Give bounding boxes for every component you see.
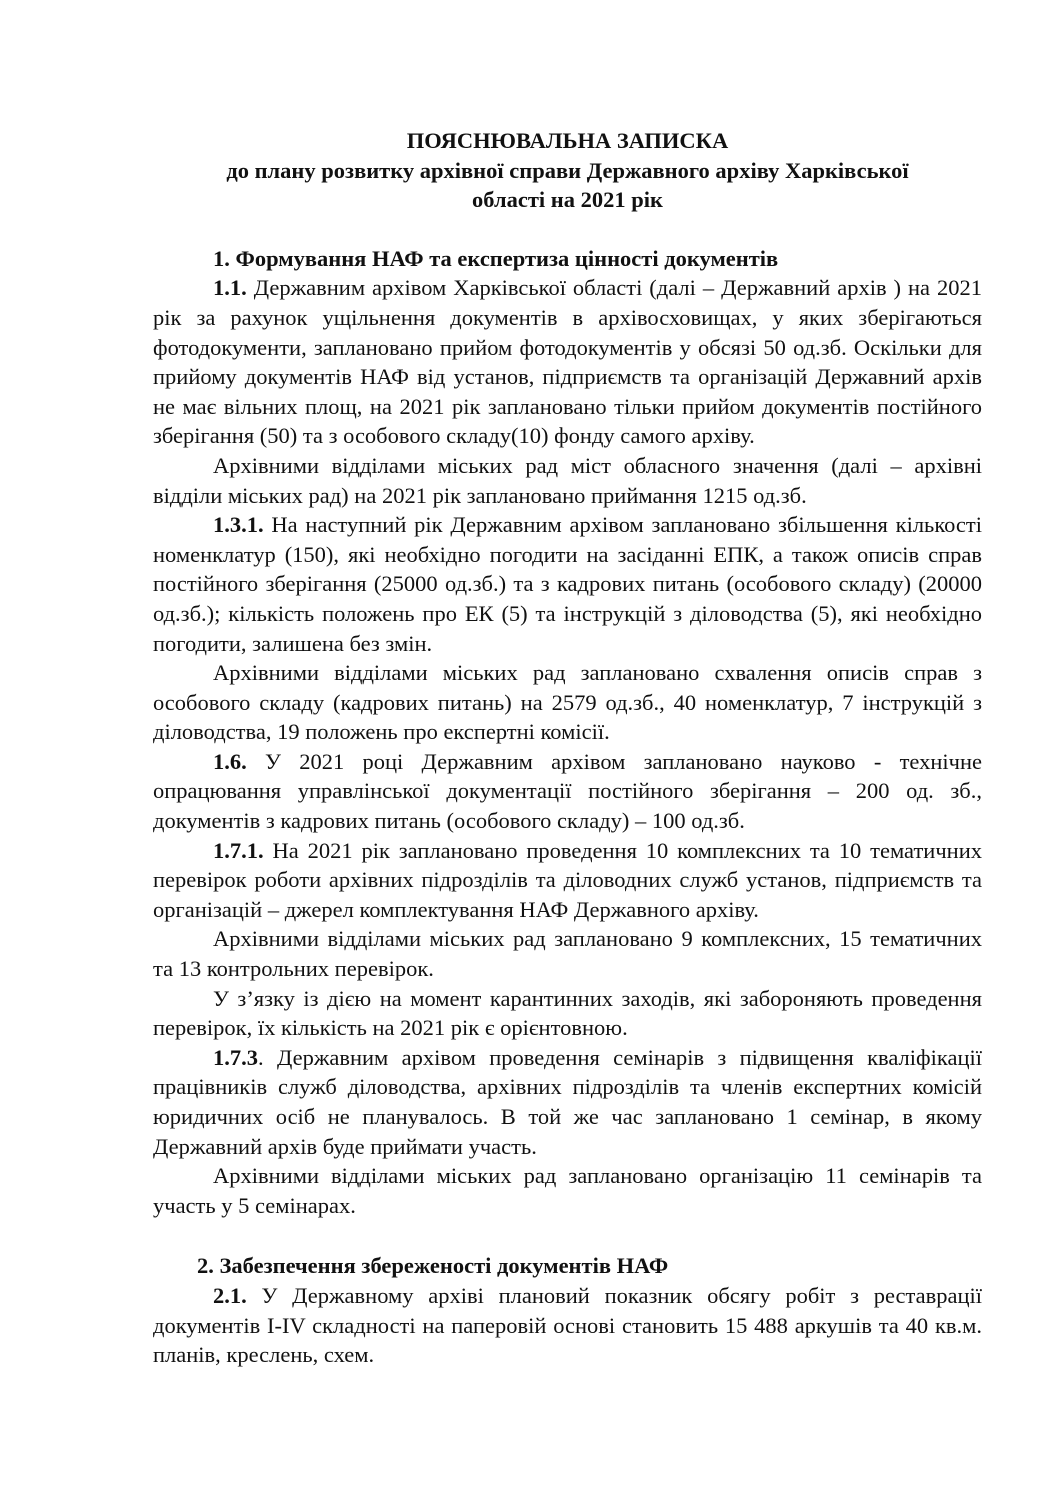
clause-number: 1.1. [213,275,247,301]
clause-number: 1.3.1. [213,512,264,538]
paragraph [153,924,982,983]
paragraph-text: На 2021 рік заплановано проведення 10 комплексних та 10 тематичних перевірок роботи архівних підрозділів та діловодних служб установ, підприємств та організацій – джерел комплектування НАФ Державного архіву. [153,837,982,922]
title-line-1: ПОЯСНЮВАЛЬНА ЗАПИСКА [406,128,729,153]
paragraph-text: У 2021 році Державним архівом заплановано науково - технічне опрацювання управлінської документації постійного зберігання – 200 од. зб., документів з кадрових питань (особового складу) – 100 од.зб. [153,748,982,834]
paragraph [153,1281,982,1370]
paragraph [153,1043,982,1161]
paragraph [153,658,982,747]
paragraph [153,747,982,836]
paragraph-text: Архівними відділами міських рад заплановано організацію 11 семінарів та участь у 5 семінарах. [153,1163,982,1218]
clause-number: 1.7.3 [213,1044,258,1070]
paragraph [153,984,982,1043]
paragraph-text: Архівними відділами міських рад заплановано 9 комплексних, 15 тематичних та 13 контрольних перевірок. [153,926,982,982]
paragraph [153,273,982,451]
clause-number: 1.6. [213,748,247,774]
paragraph-text: . Державним архівом проведення семінарів з підвищення кваліфікації працівників служб діловодства, архівних підрозділів та членів експертних комісій юридичних осіб не планувалось. В той же час заплановано 1 семінар, в якому Державний архів буде приймати участь. [153,1044,982,1159]
document-page [153,126,982,1370]
title-line-3: області на 2021 рік [472,187,663,213]
clause-number: 2.1. [213,1282,247,1308]
paragraph [153,1161,982,1220]
document-title [153,126,982,215]
section-2 [153,1251,982,1369]
paragraph [153,451,982,510]
paragraph-text: Державним архівом Харківської області (далі – Державний архів ) на 2021 рік за рахунок ущільнення документів в архівосховищах, у яких зберігаються фотодокументи, заплановано прийом фотодокументів у обсязі 50 од.зб. Оскільки для прийому документів НАФ від установ, підприємств та організацій Державний архів не має вільних площ, на 2021 рік заплановано тільки прийом документів постійного зберігання (50) та з особового складу(10) фонду самого архіву. [153,275,982,449]
section-heading: 2. Забезпечення збереженості документів НАФ [197,1253,669,1279]
paragraph-text: У з’язку із дією на момент карантинних заходів, які забороняють проведення перевірок, їх кількість на 2021 рік є орієнтовною. [153,985,982,1041]
paragraph-text: Архівними відділами міських рад міст обласного значення (далі – архівні відділи міських рад) на 2021 рік заплановано приймання 1215 од.зб. [153,452,982,508]
paragraph [153,836,982,925]
clause-number: 1.7.1. [213,837,264,863]
paragraph-text: На наступний рік Державним архівом заплановано збільшення кількості номенклатур (150), які необхідно погодити на засіданні ЕПК, а також описів справ постійного зберігання (25000 од.зб.) та з кадрових питань (особового складу) (20000 од.зб.); кількість положень про ЕК (5) та інструкцій з діловодства (5), які необхідно погодити, залишена без змін. [153,512,982,656]
title-line-2: до плану розвитку архівної справи Державного архіву Харківської [226,157,909,183]
section-1 [153,244,982,1221]
paragraph-text: Архівними відділами міських рад заплановано схвалення описів справ з особового складу (кадрових питань) на 2579 од.зб., 40 номенклатур, 7 інструкцій з діловодства, 19 положень про експертні комісії. [153,660,982,745]
paragraph-text: У Державному архіві плановий показник обсягу робіт з реставрації документів I-IV складності на паперовій основі становить 15 488 аркушів та 40 кв.м. планів, креслень, схем. [153,1282,982,1368]
paragraph [153,510,982,658]
section-heading: 1. Формування НАФ та експертиза цінності документів [213,245,779,271]
